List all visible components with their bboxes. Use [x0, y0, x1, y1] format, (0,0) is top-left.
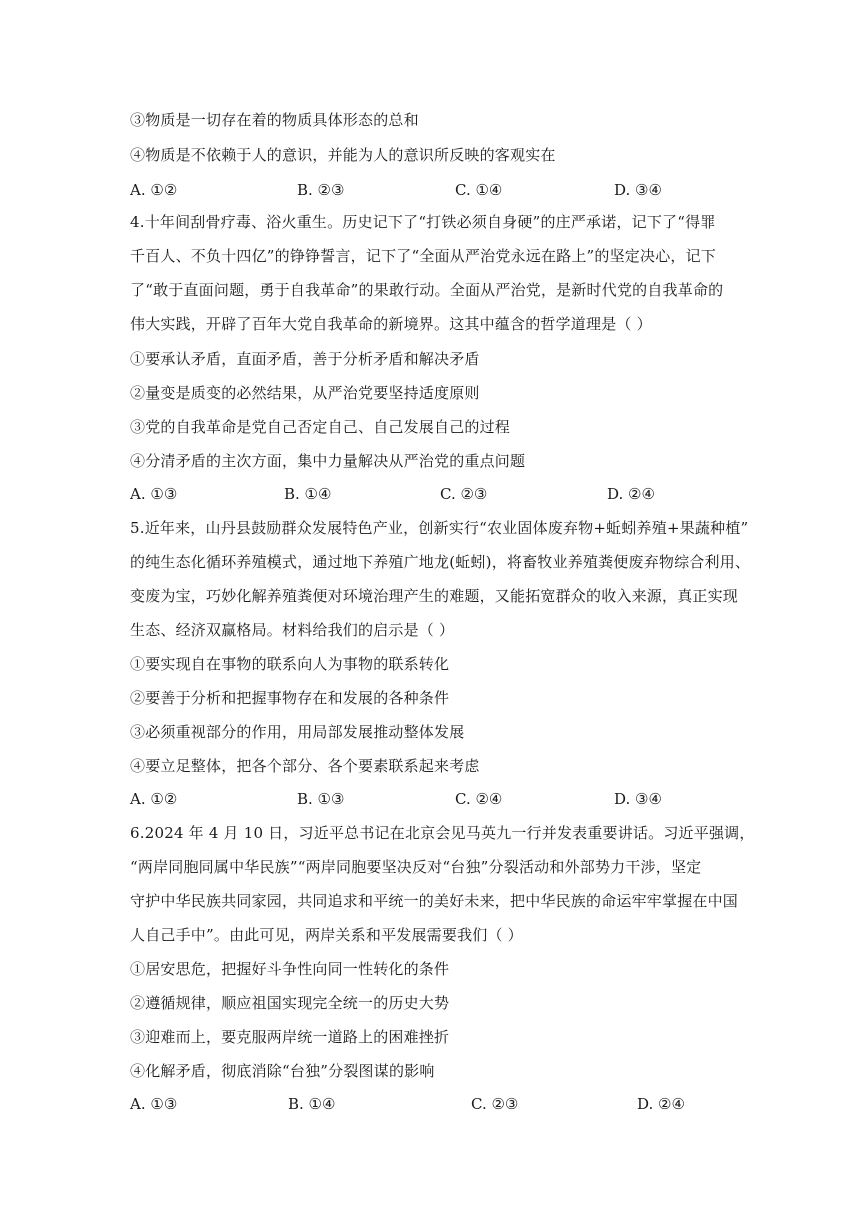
- q5-choice-b: B. ①③: [297, 790, 345, 808]
- q6-item-3: ③迎难而上，要克服两岸统一道路上的困难挫折: [130, 1028, 450, 1046]
- q5-item-3: ③必须重视部分的作用，用局部发展推动整体发展: [130, 723, 465, 741]
- q5-item-2: ②要善于分析和把握事物存在和发展的各种条件: [130, 689, 450, 707]
- q3-item-4: ④物质是不依赖于人的意识，并能为人的意识所反映的客观实在: [130, 146, 556, 164]
- q6-item-4: ④化解矛盾，彻底消除“台独”分裂图谋的影响: [130, 1062, 435, 1080]
- q4-item-3: ③党的自我革命是党自己否定自己、自己发展自己的过程: [130, 418, 511, 436]
- q3-choice-d: D. ③④: [614, 181, 662, 199]
- q4-stem-line-3: 了“敢于直面问题，勇于自我革命”的果敢行动。全面从严治党，是新时代党的自我革命的: [130, 281, 724, 299]
- q5-choice-d: D. ③④: [614, 790, 662, 808]
- q5-item-1: ①要实现自在事物的联系向人为事物的联系转化: [130, 655, 450, 673]
- q6-item-2: ②遵循规律，顺应祖国实现完全统一的历史大势: [130, 994, 450, 1012]
- q3-item-3: ③物质是一切存在着的物质具体形态的总和: [130, 111, 419, 129]
- q4-item-2: ②量变是质变的必然结果，从严治党要坚持适度原则: [130, 384, 480, 402]
- q4-choice-a: A. ①③: [130, 485, 178, 503]
- q5-stem-line-1: 5.近年来，山丹县鼓励群众发展特色产业，创新实行“农业固体废弃物+蚯蚓养殖+果蔬种植”: [130, 519, 749, 537]
- q6-stem-line-3: 守护中华民族共同家园，共同追求和平统一的美好未来，把中华民族的命运牢牢掌握在中国: [130, 892, 739, 910]
- q6-stem-line-2: “两岸同胞同属中华民族”“两岸同胞要坚决反对“台独”分裂活动和外部势力干涉，坚定: [130, 858, 702, 876]
- q3-choice-c: C. ①④: [455, 181, 503, 199]
- q5-stem-line-4: 生态、经济双赢格局。材料给我们的启示是（ ）: [130, 621, 455, 639]
- q4-stem-line-1: 4.十年间刮骨疗毒、浴火重生。历史记下了“打铁必须自身硬”的庄严承诺，记下了“得罪: [130, 213, 716, 231]
- q4-stem-line-4: 伟大实践，开辟了百年大党自我革命的新境界。这其中蕴含的哲学道理是（ ）: [130, 315, 652, 333]
- q4-item-1: ①要承认矛盾，直面矛盾，善于分析矛盾和解决矛盾: [130, 350, 480, 368]
- q4-choice-b: B. ①④: [284, 485, 332, 503]
- q5-item-4: ④要立足整体，把各个部分、各个要素联系起来考虑: [130, 757, 480, 775]
- q6-choice-c: C. ②③: [471, 1095, 519, 1113]
- q3-choice-b: B. ②③: [297, 181, 345, 199]
- q6-choice-b: B. ①④: [288, 1095, 336, 1113]
- q6-choice-a: A. ①③: [130, 1095, 178, 1113]
- q4-item-4: ④分清矛盾的主次方面，集中力量解决从严治党的重点问题: [130, 452, 526, 470]
- q6-stem-line-4: 人自己手中”。由此可见，两岸关系和平发展需要我们（ ）: [130, 926, 523, 944]
- q5-stem-line-2: 的纯生态化循环养殖模式，通过地下养殖广地龙(蚯蚓)，将畜牧业养殖粪便废弃物综合利用、: [130, 553, 751, 571]
- q6-item-1: ①居安思危，把握好斗争性向同一性转化的条件: [130, 960, 450, 978]
- q4-choice-c: C. ②③: [440, 485, 488, 503]
- q5-stem-line-3: 变废为宝，巧妙化解养殖粪便对环境治理产生的难题，又能拓宽群众的收入来源，真正实现: [130, 587, 739, 605]
- q4-choice-d: D. ②④: [607, 485, 655, 503]
- q3-choice-a: A. ①②: [130, 181, 178, 199]
- q5-choice-a: A. ①②: [130, 790, 178, 808]
- q4-stem-line-2: 千百人、不负十四亿”的铮铮誓言，记下了“全面从严治党永远在路上”的坚定决心，记下: [130, 247, 717, 265]
- q6-stem-line-1: 6.2024 年 4 月 10 日，习近平总书记在北京会见马英九一行并发表重要讲话。习近平强调，: [130, 824, 755, 842]
- q5-choice-c: C. ②④: [455, 790, 503, 808]
- q6-choice-d: D. ②④: [637, 1095, 685, 1113]
